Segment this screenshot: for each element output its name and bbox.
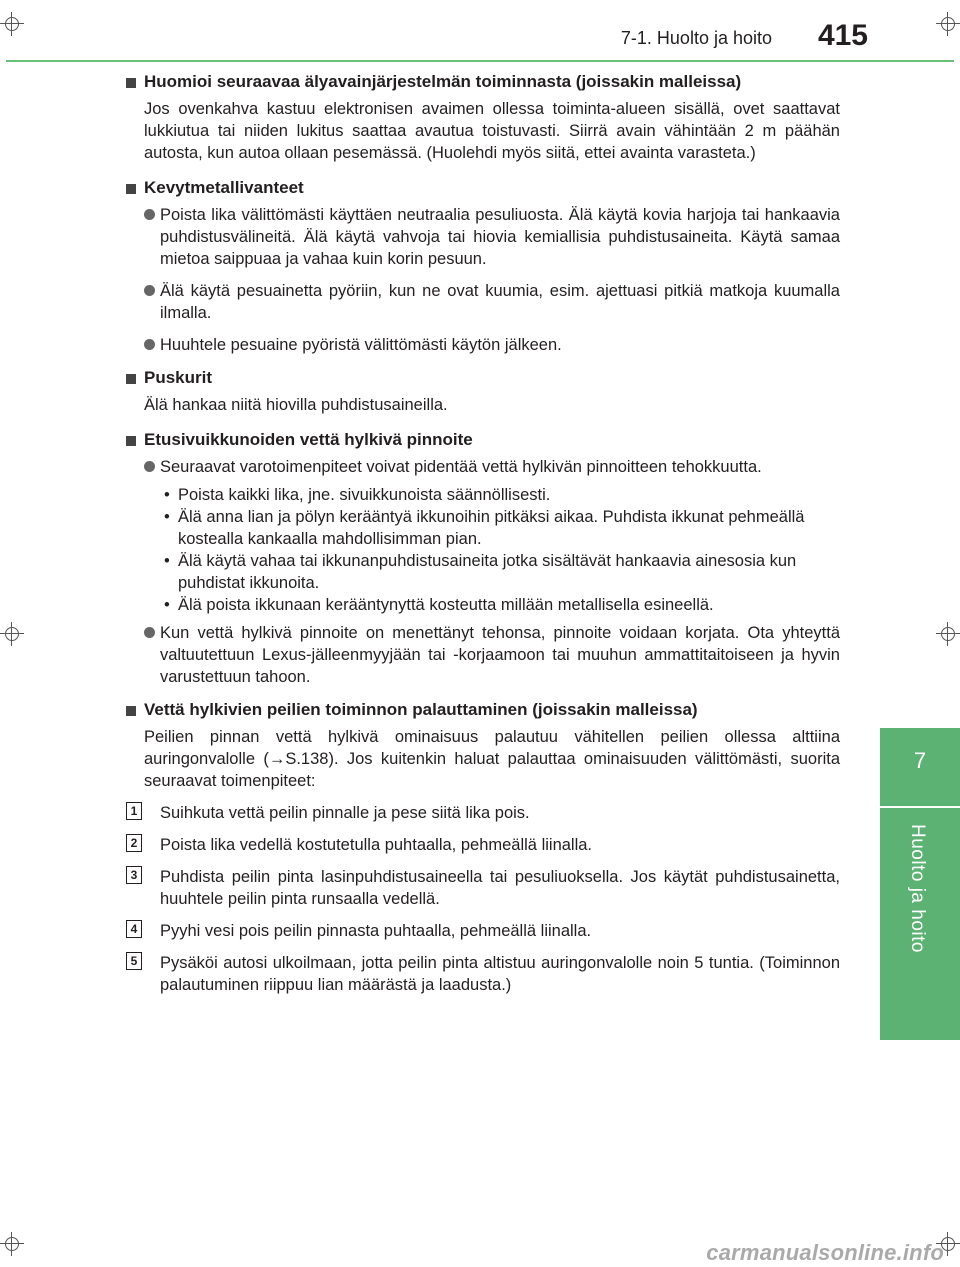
page-content xyxy=(126,70,840,1006)
chapter-tab-divider xyxy=(880,806,960,808)
chapter-title: 7-1. Huolto ja hoito xyxy=(620,28,772,48)
bullet-item: Huuhtele pesuaine pyöristä välittömästi käytön jälkeen. xyxy=(144,334,840,356)
round-bullet-icon xyxy=(144,339,155,350)
section-paragraph: Älä hankaa niitä hiovilla puhdistusaineilla. xyxy=(144,396,448,414)
square-bullet-icon xyxy=(126,78,136,88)
step-item: 3 Puhdista peilin pinta lasinpuhdistusaineella tai pesuliuoksella. Jos käytät puhdistusainetta, huuhtele peilin pinta runsaalla vedellä. xyxy=(126,866,840,910)
step-number: 5 xyxy=(126,952,142,970)
square-bullet-icon xyxy=(126,184,136,194)
round-bullet-icon xyxy=(144,627,155,638)
square-bullet-icon xyxy=(126,706,136,716)
page-number: 415 xyxy=(817,19,868,52)
step-item: 1 Suihkuta vettä peilin pinnalle ja pese siitä lika pois. xyxy=(126,802,840,824)
chapter-tab-number: 7 xyxy=(913,748,927,773)
page-header xyxy=(0,0,960,62)
sub-list xyxy=(160,484,840,616)
watermark: carmanualsonline.info xyxy=(706,1240,944,1265)
round-bullet-icon xyxy=(144,285,155,296)
section-water-repellent-mirrors xyxy=(126,698,840,996)
step-number: 2 xyxy=(126,834,142,852)
bullet-item: Poista lika välittömästi käyttäen neutraalia pesuliuosta. Älä käytä kovia harjoja tai hankaavia puhdistusvälineitä. Älä käytä vahvoja tai hiovia kemiallisia puhdistusaineita. Käytä samaa mietoa saippuaa ja vahaa kuin korin pesuun. xyxy=(144,204,840,270)
square-bullet-icon xyxy=(126,374,136,384)
step-item: 5 Pysäköi autosi ulkoilmaan, jotta peilin pinta altistuu auringonvalolle noin 5 tuntia. (Toiminnon palautuminen riippuu lian määrästä ja laadusta.) xyxy=(126,952,840,996)
small-bullet-icon: • xyxy=(164,508,170,526)
round-bullet-icon xyxy=(144,461,155,472)
small-bullet-icon: • xyxy=(164,596,170,614)
square-bullet-icon xyxy=(126,436,136,446)
crop-mark-icon xyxy=(936,622,960,646)
sub-list-item: • Älä anna lian ja pölyn kerääntyä ikkunoihin pitkäksi aikaa. Puhdista ikkunat pehmeällä kostealla kankaalla mahdollisimman pian. xyxy=(164,508,805,548)
bullet-item: Älä käytä pesuainetta pyöriin, kun ne ovat kuumia, esim. ajettuasi pitkiä matkoja kuumalla ilmalla. xyxy=(144,280,840,324)
bullet-item: Kun vettä hylkivä pinnoite on menettänyt tehonsa, pinnoite voidaan korjata. Ota yhteyttä valtuutettuun Lexus-jälleenmyyjään tai -korjaamoon tai muuhun ammattitaitoiseen ja hyvin varustettuun tahoon. xyxy=(144,622,840,688)
header-rule xyxy=(6,60,954,62)
section-title: Huomioi seuraavaa älyavainjärjestelmän toiminnasta (joissakin malleissa) xyxy=(126,70,840,94)
chapter-tab-label: Huolto ja hoito xyxy=(907,824,928,953)
small-bullet-icon: • xyxy=(164,486,170,504)
section-paragraph: Peilien pinnan vettä hylkivä ominaisuus palautuu vähitellen peilien ollessa alttiina auringonvalolle (→S.138). Jos kuitenkin haluat palauttaa ominaisuuden välittömästi, suorita seuraavat toimenpiteet: xyxy=(144,728,840,790)
section-paragraph: Jos ovenkahva kastuu elektronisen avaimen ollessa toiminta-alueen sisällä, ovet saattavat lukkiutua tai niiden lukitus saattaa avautua toistuvasti. Siirrä avain vähintään 2 m päähän autosta, kun autoa ollaan pesemässä. (Huolehdi myös siitä, ettei avainta varasteta.) xyxy=(144,100,840,162)
step-item: 4 Pyyhi vesi pois peilin pinnasta puhtaalla, pehmeällä liinalla. xyxy=(126,920,840,942)
crop-mark-icon xyxy=(0,1232,24,1256)
sub-list-item: • Älä käytä vahaa tai ikkunanpuhdistusaineita jotka sisältävät hankaavia ainesosia kun puhdistat ikkunoita. xyxy=(164,552,797,592)
bullet-item: Seuraavat varotoimenpiteet voivat pidentää vettä hylkivän pinnoitteen tehokkuutta. xyxy=(144,456,840,478)
section-title: Kevytmetallivanteet xyxy=(126,176,840,200)
section-bumpers xyxy=(126,366,840,416)
crop-mark-icon xyxy=(0,622,24,646)
section-water-repellent-windows xyxy=(126,428,840,688)
step-number: 4 xyxy=(126,920,142,938)
sub-list-item: • Poista kaikki lika, jne. sivuikkunoista säännöllisesti. xyxy=(164,486,551,504)
chapter-tab xyxy=(880,728,960,1040)
step-number: 1 xyxy=(126,802,142,820)
section-title: Etusivuikkunoiden vettä hylkivä pinnoite xyxy=(126,428,840,452)
round-bullet-icon xyxy=(144,209,155,220)
section-title: Puskurit xyxy=(126,366,840,390)
step-item: 2 Poista lika vedellä kostutetulla puhtaalla, pehmeällä liinalla. xyxy=(126,834,840,856)
section-smart-key xyxy=(126,70,840,164)
small-bullet-icon: • xyxy=(164,552,170,570)
sub-list-item: • Älä poista ikkunaan kerääntynyttä kosteutta millään metallisella esineellä. xyxy=(164,596,714,614)
section-alloy-wheels xyxy=(126,176,840,356)
section-title: Vettä hylkivien peilien toiminnon palauttaminen (joissakin malleissa) xyxy=(126,698,840,722)
step-number: 3 xyxy=(126,866,142,884)
